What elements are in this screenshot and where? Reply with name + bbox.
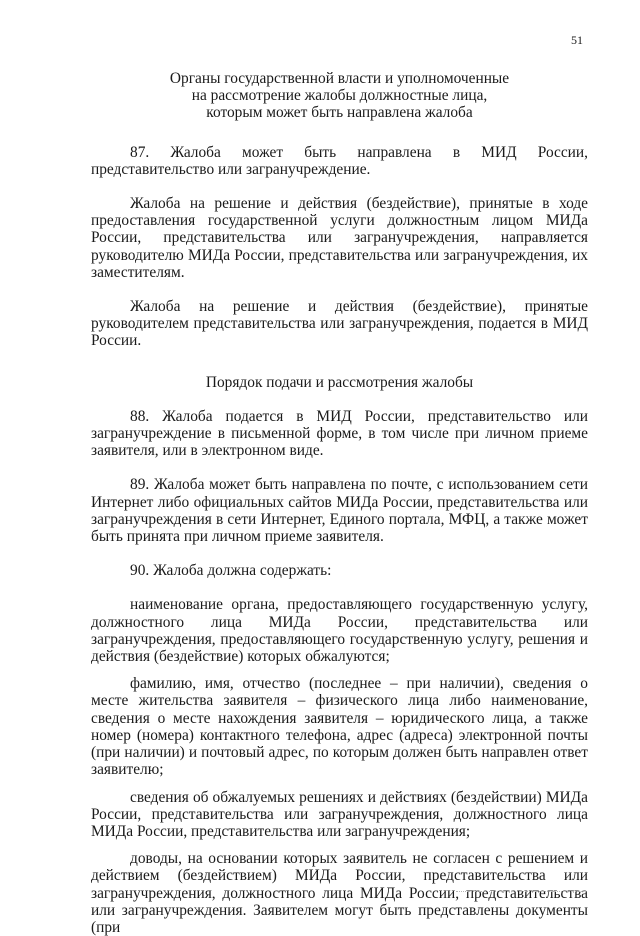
section-heading-line-3: которым может быть направлена жалоба [206, 104, 473, 122]
scan-footer-mark [456, 891, 586, 892]
document-body [91, 70, 588, 936]
subheading-procedure: Порядок подачи и рассмотрения жалобы [205, 373, 474, 391]
paragraph-87: 87. Жалоба может быть направлена в МИД России, представительство или загранучреждение. [91, 143, 588, 178]
paragraph-complaint-officials: Жалоба на решение и действия (бездействие), принятые в ходе предоставления государственной услуги должностным лицом МИДа России, представительства или загранучреждения, направляется руководителю МИДа России, представительства или загранучреждения, их заместителям. [91, 195, 588, 281]
section-heading-line-1: Органы государственной власти и уполномоченные [169, 70, 510, 87]
section-heading [91, 70, 588, 122]
page-number: 51 [571, 33, 583, 47]
list-item-applicant-details: фамилию, имя, отчество (последнее – при наличии), сведения о месте жительства заявителя – физического лица либо наименование, сведения о месте нахождения заявителя – юридического лица, а также номер (номера) контактного телефона, адрес (адреса) электронной почты (при наличии) и почтовый адрес, по которым должен быть направлен ответ заявителю; [91, 675, 588, 779]
paragraph-90: 90. Жалоба должна содержать: [130, 562, 332, 580]
list-item-appealed-decisions: сведения об обжалуемых решениях и действиях (бездействии) МИДа России, представительства или загранучреждения, должностного лица МИДа России, представительства или загранучреждения; [91, 788, 588, 840]
paragraph-88: 88. Жалоба подается в МИД России, представительство или загранучреждение в письменной форме, в том числе при личном приеме заявителя, или в электронном виде. [91, 407, 588, 460]
paragraph-complaint-heads: Жалоба на решение и действия (бездействие), принятые руководителем представительства или загранучреждения, подается в МИД России. [91, 298, 588, 350]
paragraph-89: 89. Жалоба может быть направлена по почте, с использованием сети Интернет либо официальных сайтов МИДа России, представительства или загранучреждения в сети Интернет, Единого портала, МФЦ, а также может быть принята при личном приеме заявителя. [91, 476, 588, 546]
section-heading-line-2: на рассмотрение жалобы должностные лица, [191, 87, 488, 105]
list-item-arguments: доводы, на основании которых заявитель не согласен с решением и действием (бездействием) МИДа России, представительства или загранучреждения, должностного лица МИДа России, представительства или загранучреждения. Заявителем могут быть представлены документы (при [91, 850, 588, 936]
list-item-authority-name: наименование органа, предоставляющего государственную услугу, должностного лица МИДа России, представительства или загранучреждения, предоставляющего государственную услугу, решения и действия (бездействие) которых обжалуются; [91, 596, 588, 666]
